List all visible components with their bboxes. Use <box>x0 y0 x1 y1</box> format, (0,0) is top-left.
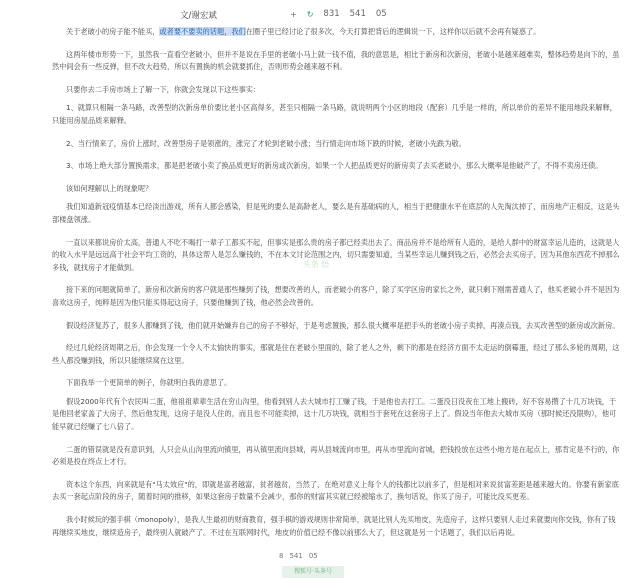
paragraph-17: 我小时候玩的强手棋（monopoly），是我人生最初的财商教育，强手棋的游戏规则非常简单，就是比别人先买地皮，先造房子，这样只要别人走过来就要向你交钱，你有了钱再继续买地皮，继续造房子，最终别人就破产了。不过在互联网时代，地皮的价值已经不像以前那么大了，但这就是另一个话题了，我们以后再说。 <box>52 515 616 537</box>
engagement-stats <box>290 9 387 19</box>
paragraph-8: 我们知道新冠疫情基本已经淡出游戏，所有人都会感染，但是死的要么是高龄老人，要么是有基础病的人，相当于把健康水平在底层的人先淘汰掉了，而房地产正相反，这是头部楼盘领涨。 <box>52 202 620 224</box>
bottom-engagement-stats <box>276 552 321 560</box>
paragraph-3: 只要你去二手房市场上了解一下，你就会发现以下这些事实： <box>66 84 261 94</box>
paragraph-point-3: 3、市场上绝大部分置换需求，都是把老破小卖了换品质更好的新房或次新房，如果一个人把品质更好的新房卖了去买老破小，那么大概率是他破产了，不得不卖房还债。 <box>66 161 603 171</box>
paragraph-10: 接下来的问题就简单了，新房和次新房的客户就是那些赚到了钱，想要改善的人，而老破小的客户，除了买学区房的家长之外，就只剩下刚需普通人了，他买老破小并不是因为喜欢这房子，纯粹是因为他只能买得起这房子，只要他赚到了钱，他必然会改善的。 <box>52 285 620 307</box>
paragraph-point-2: 2、当行情来了，房价上涨时，改善型房子是领涨的，涨完了才轮到老破小涨；当行情走向市场下跌的时候，老破小先跌为敬。 <box>66 138 466 148</box>
bottom-stat-b: 541 <box>289 552 303 560</box>
bottom-watermark: 搜狐号·头条号 <box>282 566 344 578</box>
author-byline: 文/谢宏斌 <box>180 11 217 21</box>
paragraph-1: 关于老破小的房子能不能买，或者要不要卖的话题，我们在圈子里已经讨论了很多次，今天打算把背后的逻辑说一下，这样你以后就不会再有疑惑了。 <box>66 27 541 36</box>
stat-count-1: 831 <box>323 9 340 19</box>
paragraph-12: 经过几轮经济周期之后，你会发现一个令人不太愉快的事实，那就是住在老破小里面的，除了老人之外，剩下的都是在经济方面不太走运的倒霉蛋，经过了那么多轮的周期，这些人都没赚到钱，所以只能继续窝在这里。 <box>52 343 620 365</box>
bottom-stat-c: 05 <box>308 552 318 560</box>
paragraph-11: 假设经济复苏了，很多人都赚到了钱，他们就开始嫌弃自己的房子不够好，于是考虑置换，那么很大概率是把手头的老破小房子卖掉，再凑点钱，去买改善型的新房或次新房。 <box>66 320 620 330</box>
highlighted-text[interactable]: 或者要不要卖的话题，我们 <box>159 27 246 36</box>
paragraph-15: 二蛋的错误就是没有意识到，人只会从山沟里流向镇里，再从镇里流向县城，再从县城流向市里，再从市里流向省城，把钱投放在这些小地方是在起点上，那肯定是不行的，你必须是投在终点上才行。 <box>52 444 620 467</box>
paragraph-question: 该如何理解以上的现象呢？ <box>66 183 153 193</box>
paragraph-16: 资本这个东西，向来就是有"马太效应"的，即就是富者越富，贫者越贫，当然了，在绝对意义上每个人的钱都比以前多了，但是相对来说贫富差距是越来越大的。你要有新家底去买一套起点阶段的房子，随着时间的推移，如果这套房子数量不会减少，那你的财富其实就已经被缩水了，换句话说，你买了房子，可能比没买更差。 <box>52 479 619 502</box>
article-header <box>52 6 622 22</box>
paragraph-point-1: 1、就算只相隔一条马路，改善型的次新房单价要比老小区高得多，甚至只相隔一条马路，就说明两个小区的地段（配套）几乎是一样的，所以单价的差异不能用地段来解释，只能用房屋品质来解释。 <box>52 103 617 125</box>
center-watermark: 头条 悟 <box>302 260 330 269</box>
share-icon[interactable]: ↻ <box>306 9 314 19</box>
bottom-stat-a: 8 <box>279 552 284 560</box>
add-icon[interactable]: + <box>290 9 297 19</box>
paragraph-9: 一直以来都说房价太高，普通人不吃不喝打一辈子工都买不起，但事实是那么贵的房子都已经卖出去了。商品房并不是给所有人造的，是给人群中的财富幸运儿造的，这就是人的收入水平是远远高于社会平均工资的，具体这帮人是怎么赚钱的，不在本文讨论范围之内，切只需要知道，当某些幸运儿赚到钱之后，必然会去买房子，因为其他东西花不掉那么多钱，就找房子才能做到。 <box>52 237 620 272</box>
stat-count-2: 541 <box>349 9 366 19</box>
paragraph-14: 假设2000年代有个农民叫二蛋，他祖祖辈辈生活在穷山沟里，他看到别人去大城市打工赚了钱，于是他也去打工。二蛋没日没夜在工地上搬砖，好不容易攒了十几万块钱，于是他回老家盖了大房子，然后他发现，这房子是没人住的，而且也不可能卖掉，这十几万块钱，就相当于套死在这套房子上了。假设当年他去大城市买房（那时候还没限购），他可能早就已经赚了七八倍了。 <box>52 396 617 432</box>
stat-count-3: 05 <box>375 9 387 19</box>
paragraph-2: 这两年楼市形势一下，虽然我一直看空老破小，但并不是说在手里的老破小马上就一钱不值，我的意思是，相比于新房和次新房，老破小是越来越难卖，整体趋势是向下的，虽然中间会有一些反弹，但不改大趋势，所以有置换的机会就要抓住，否则形势会越来越不利。 <box>52 49 620 72</box>
paragraph-13: 下面我举一个更简单的例子，你就明白我的意思了。 <box>66 378 232 388</box>
